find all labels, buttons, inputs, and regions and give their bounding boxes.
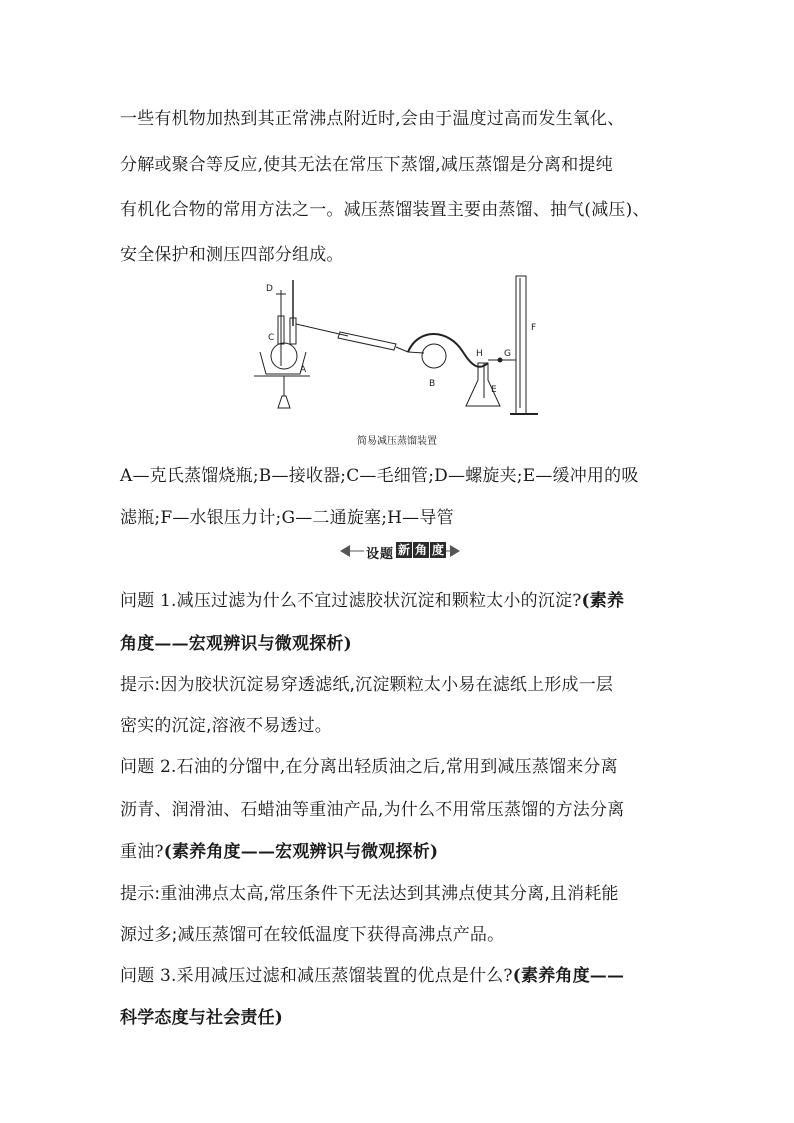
question-2-line-2: 沥青、润滑油、石蜡油等重油产品,为什么不用常压蒸馏的方法分离 xyxy=(120,800,625,820)
label-d: D xyxy=(266,284,273,294)
intro-line-4: 安全保护和测压四部分组成。 xyxy=(120,245,344,265)
legend-line-1: A—克氏蒸馏烧瓶;B—接收器;C—毛细管;D—螺旋夹;E—缓冲用的吸 xyxy=(120,466,639,486)
label-e: E xyxy=(491,385,497,395)
intro-line-2: 分解或聚合等反应,使其无法在常压下蒸馏,减压蒸馏是分离和提纯 xyxy=(120,155,613,175)
question-2-tag: (素养角度——宏观辨识与微观探析) xyxy=(163,842,439,862)
question-2-line-3 xyxy=(120,837,438,862)
stopcock xyxy=(498,358,502,362)
legend-line-2: 滤瓶;F—水银压力计;G—二通旋塞;H—导管 xyxy=(120,508,454,528)
answer-2-line-2: 源过多;减压蒸馏可在较低温度下获得高沸点产品。 xyxy=(120,925,505,945)
receiver-flask xyxy=(422,344,446,368)
question-3-line-2: 科学态度与社会责任) xyxy=(120,1008,284,1028)
intro-line-1: 一些有机物加热到其正常沸点附近时,会由于温度过高而发生氧化、 xyxy=(120,109,625,129)
banner-box-1: 新 xyxy=(397,543,410,557)
question-2-line-1: 问题 2.石油的分馏中,在分离出轻质油之后,常用到减压蒸馏来分离 xyxy=(120,757,618,777)
adapter xyxy=(396,347,408,352)
label-b: B xyxy=(429,379,436,389)
question-1-text: 问题 1.减压过滤为什么不宜过滤胶状沉淀和颗粒太小的沉淀? xyxy=(120,591,582,611)
question-3-line-1 xyxy=(120,961,624,986)
answer-1-line-2: 密实的沉淀,溶液不易透过。 xyxy=(120,716,333,736)
vacuum-distillation-diagram xyxy=(248,268,548,428)
question-1-tag: (素养 xyxy=(581,591,625,611)
label-h: H xyxy=(476,349,483,359)
burner xyxy=(278,396,290,408)
figure-caption: 简易减压蒸馏装置 xyxy=(357,436,437,447)
intro-line-3: 有机化合物的常用方法之一。减压蒸馏装置主要由蒸馏、抽气(减压)、 xyxy=(120,200,650,220)
condenser xyxy=(338,332,396,350)
answer-2-line-1: 提示:重油沸点太高,常压条件下无法达到其沸点使其分离,且消耗能 xyxy=(120,884,619,904)
banner-text: 设题 xyxy=(366,547,395,562)
section-banner xyxy=(338,541,462,561)
question-1-line-2: 角度——宏观辨识与微观探析) xyxy=(120,634,352,654)
label-a: A xyxy=(300,365,307,375)
question-1-line-1 xyxy=(120,586,624,611)
question-2-text: 重油? xyxy=(120,842,164,862)
label-f: F xyxy=(531,323,537,333)
question-3-text: 问题 3.采用减压过滤和减压蒸馏装置的优点是什么? xyxy=(120,966,513,986)
manometer xyxy=(516,276,526,414)
banner-box-2: 角 xyxy=(414,543,427,557)
receiver-neck xyxy=(408,352,424,353)
answer-1-line-1: 提示:因为胶状沉淀易穿透滤纸,沉淀颗粒太小易在滤纸上形成一层 xyxy=(120,675,614,695)
claisen-flask xyxy=(271,343,297,369)
label-c: C xyxy=(268,333,275,343)
question-3-tag: (素养角度—— xyxy=(512,966,625,986)
label-g: G xyxy=(504,349,511,359)
side-arm xyxy=(296,324,348,336)
screw-clamp xyxy=(276,290,286,298)
banner-box-3: 度 xyxy=(431,543,444,557)
